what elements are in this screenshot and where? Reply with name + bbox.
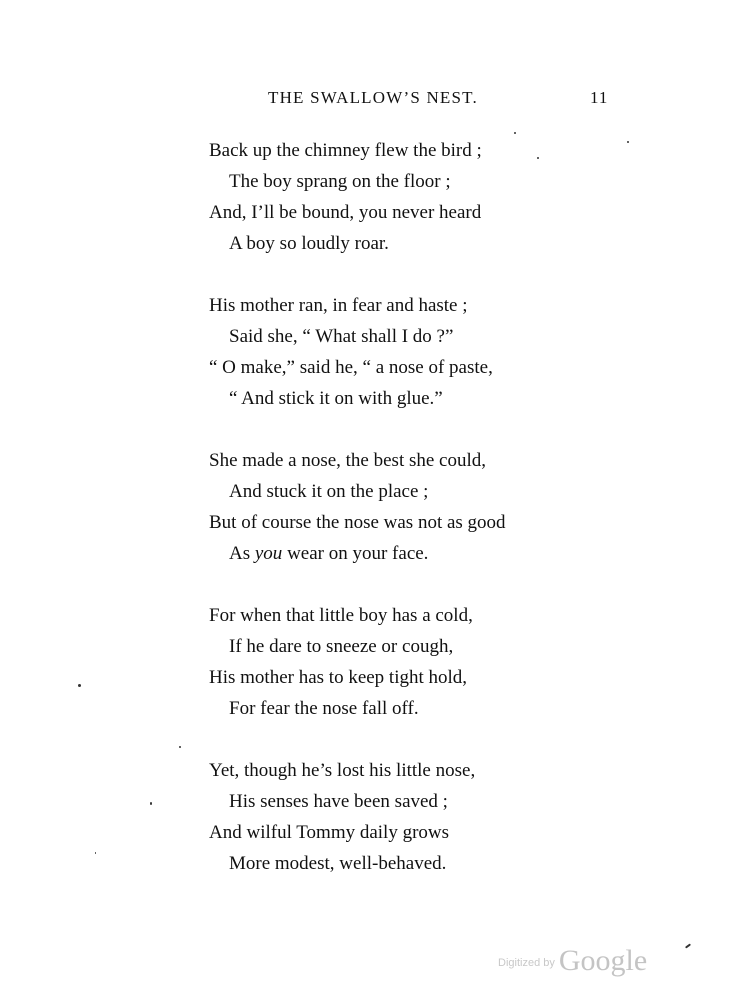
poem-line: His mother ran, in fear and haste ; xyxy=(209,295,468,316)
running-header-title: THE SWALLOW’S NEST. xyxy=(268,88,478,107)
poem-line: And, I’ll be bound, you never heard xyxy=(209,202,482,223)
stanza-5 xyxy=(209,755,629,879)
scan-speck xyxy=(537,157,539,159)
scan-speck xyxy=(179,746,181,748)
scan-speck xyxy=(627,141,629,143)
poem-line: She made a nose, the best she could, xyxy=(209,450,487,471)
poem-line: “ And stick it on with glue.” xyxy=(229,388,443,409)
poem-line: Yet, though he’s lost his little nose, xyxy=(209,760,476,781)
scan-speck xyxy=(150,802,152,805)
poem-line: His mother has to keep tight hold, xyxy=(209,667,468,688)
line-text-before: As xyxy=(229,543,255,564)
poem-line: And stuck it on the place ; xyxy=(229,481,429,502)
poem-line-with-italic xyxy=(209,538,629,569)
poem-line: His senses have been saved ; xyxy=(229,791,448,812)
poem-line: The boy sprang on the floor ; xyxy=(229,171,451,192)
scan-speck xyxy=(78,684,81,687)
watermark-prefix: Digitized by xyxy=(498,957,555,969)
poem-line: More modest, well-behaved. xyxy=(229,853,447,874)
poem-line: For fear the nose fall off. xyxy=(229,698,419,719)
poem-line: Said she, “ What shall I do ?” xyxy=(229,326,454,347)
poem-line: A boy so loudly roar. xyxy=(229,233,389,254)
stanza-1 xyxy=(209,135,629,259)
poem-line: But of course the nose was not as good xyxy=(209,512,506,533)
scan-speck xyxy=(514,132,516,134)
stanza-3 xyxy=(209,445,629,569)
italic-word: you xyxy=(254,543,283,564)
scan-speck xyxy=(685,943,691,948)
google-logo: Google xyxy=(558,944,648,977)
poem-body xyxy=(209,135,629,910)
poem-line: “ O make,” said he, “ a nose of paste, xyxy=(209,357,493,378)
poem-line: And wilful Tommy daily grows xyxy=(209,822,450,843)
stanza-2 xyxy=(209,290,629,414)
line-text-after: wear on your face. xyxy=(282,543,429,564)
digitized-by-google-watermark xyxy=(498,944,647,978)
poem-line: For when that little boy has a cold, xyxy=(209,605,473,626)
page-number: 11 xyxy=(590,88,609,107)
scan-speck xyxy=(95,852,96,854)
stanza-4 xyxy=(209,600,629,724)
poem-line: If he dare to sneeze or cough, xyxy=(229,636,454,657)
poem-line: Back up the chimney flew the bird ; xyxy=(209,140,482,161)
